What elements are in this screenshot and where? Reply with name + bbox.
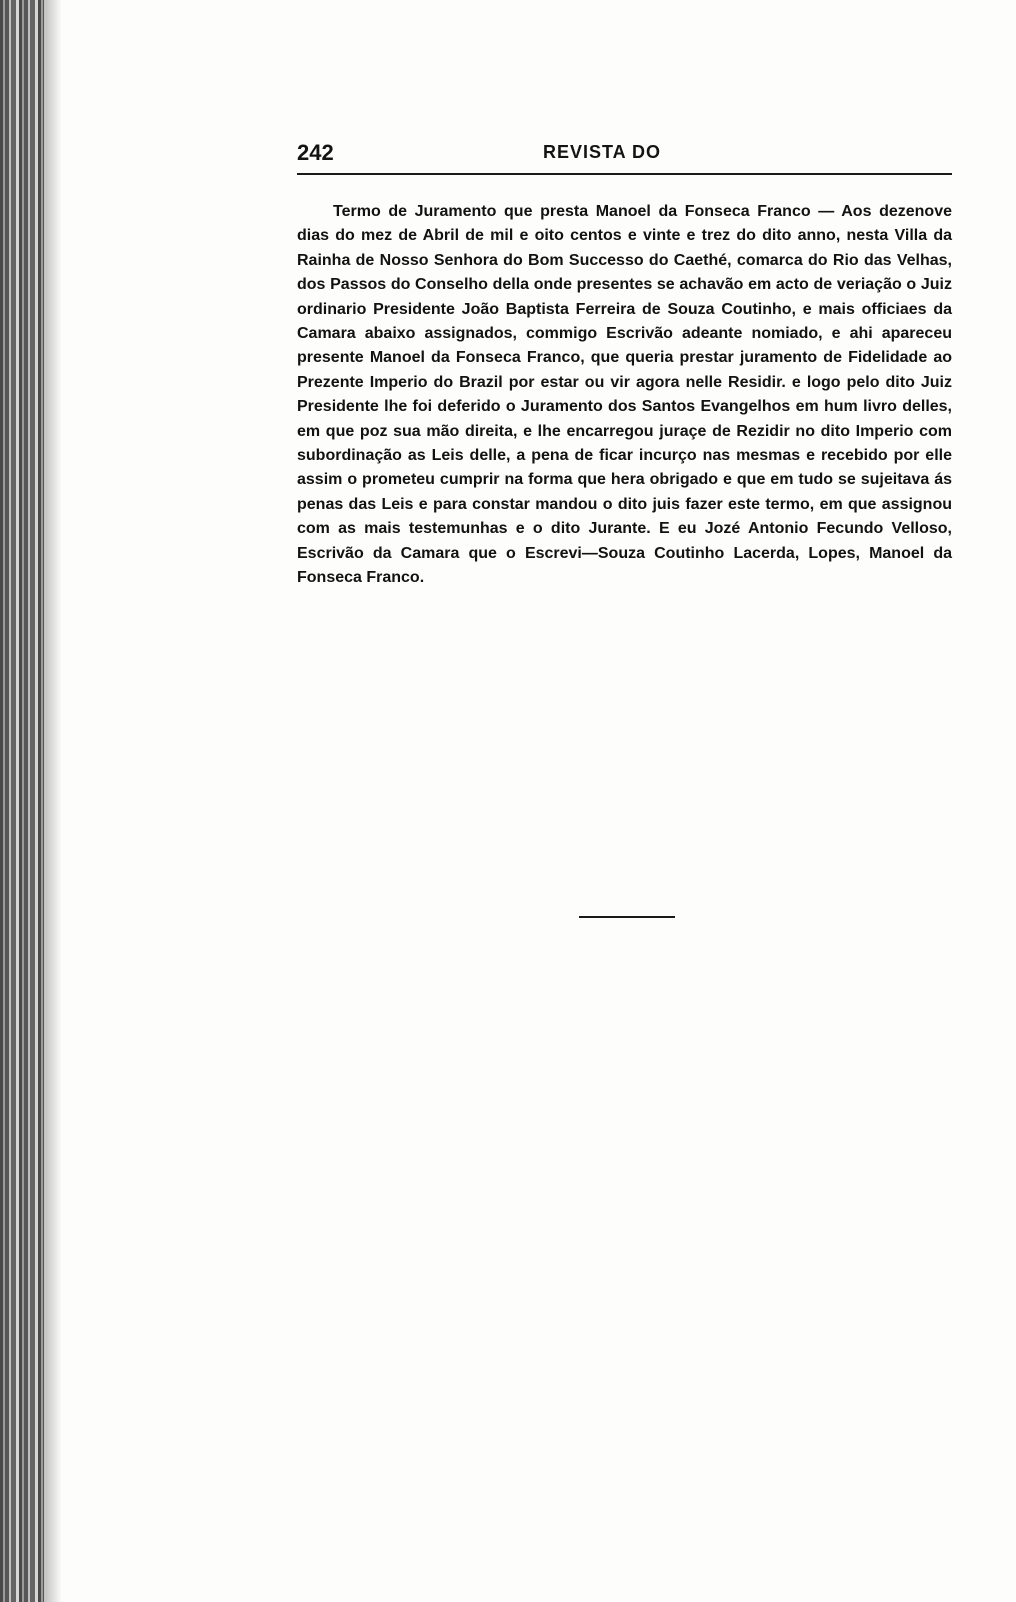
- header-rule: [297, 173, 952, 175]
- section-separator: [579, 916, 675, 918]
- body-paragraph: Termo de Juramento que presta Manoel da Fonseca Franco — Aos dezenove dias do mez de Abril de mil e oito centos e vinte e trez do dito anno, nesta Villa da Rainha de Nosso Senhora do Bom Successo do Caethé, comarca do Rio das Velhas, dos Passos do Conselho della onde presentes se achavão em acto de veriação o Juiz ordinario Presidente João Baptista Ferreira de Souza Coutinho, e mais officiaes da Camara abaixo assignados, commigo Escrivão adeante nomiado, e ahi apareceu presente Manoel da Fonseca Franco, que queria prestar juramento de Fidelidade ao Prezente Imperio do Brazil por estar ou vir agora nelle Residir. e logo pelo dito Juiz Presidente lhe foi deferido o Juramento dos Santos Evangelhos em hum livro delles, em que poz sua mão direita, e lhe encarregou juraçe de Rezidir no dito Imperio com subordinação as Leis delle, a pena de ficar incurço nas mesmas e recebido por elle assim o prometeu cumprir na forma que hera obrigado e que em tudo se sujeitava ás penas das Leis e para constar mandou o dito juis fazer este termo, em que assignou com as mais testemunhas e o dito Jurante. E eu Jozé Antonio Fecundo Velloso, Escrivão da Camara que o Escrevi—Souza Coutinho Lacerda, Lopes, Manoel da Fonseca Franco.: [297, 203, 952, 587]
- page-header: [297, 140, 952, 176]
- scan-binding-edge: [0, 0, 44, 1602]
- page-number: 242: [297, 140, 334, 165]
- scan-binding-shadow: [44, 0, 62, 1602]
- running-title: REVISTA DO: [543, 142, 662, 162]
